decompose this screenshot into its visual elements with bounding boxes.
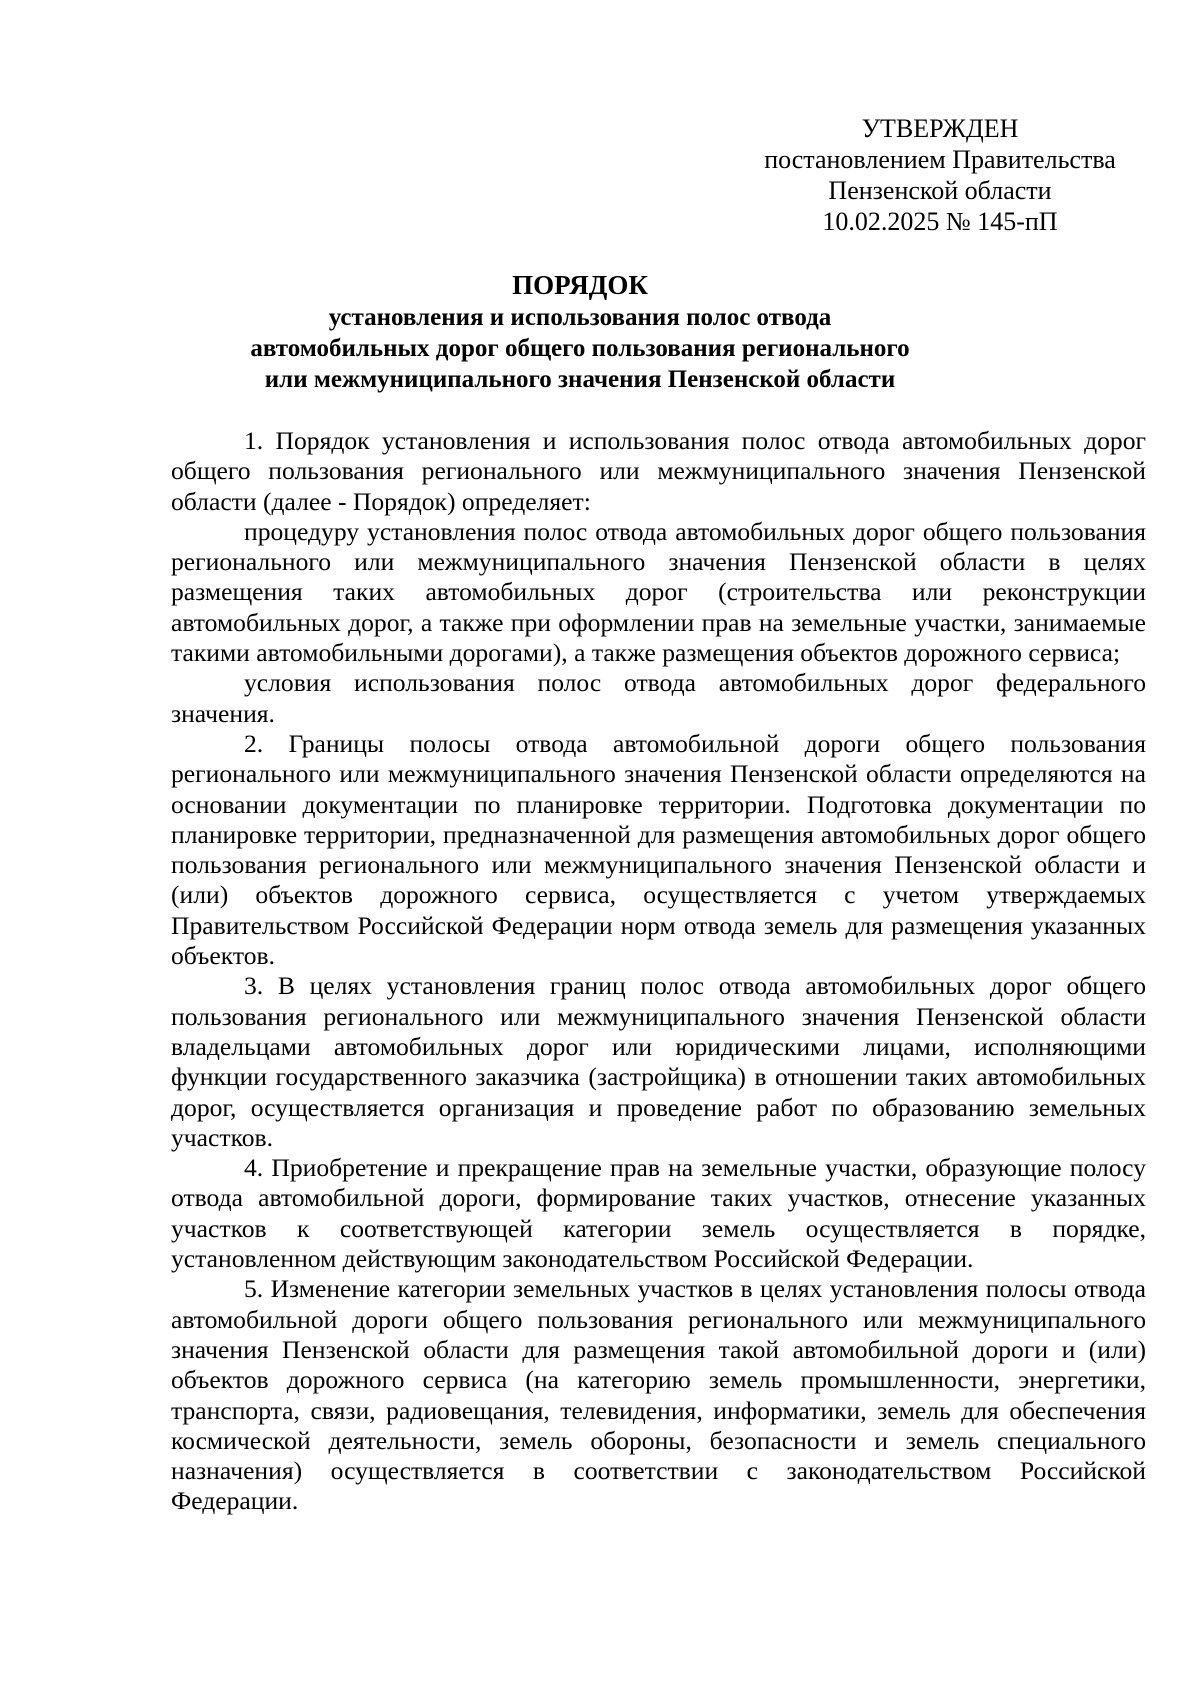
- paragraph-1-item-2: условия использования полос отвода автомобильных дорог федерального значения.: [171, 668, 1146, 728]
- paragraph-2: 2. Границы полосы отвода автомобильной дороги общего пользования регионального или межмуниципального значения Пензенской области определяются на основании документации по планировке территории. Подготовка документации по планировке территории, предназначенной для размещения автомобильных дорог общего пользования регионального или межмуниципального значения Пензенской области и (или) объектов дорожного сервиса, осуществляется с учетом утверждаемых Правительством Российской Федерации норм отвода земель для размещения указанных объектов.: [171, 728, 1146, 971]
- document-body: [171, 426, 1146, 1517]
- document-title: [150, 268, 1010, 395]
- approval-authority: постановлением Правительства: [764, 145, 1116, 174]
- paragraph-4: 4. Приобретение и прекращение прав на земельные участки, образующие полосу отвода автомобильной дороги, формирование таких участков, отнесение указанных участков к соответствующей категории земель осуществляется в порядке, установленном действующим законодательством Российской Федерации.: [171, 1153, 1146, 1274]
- paragraph-5: 5. Изменение категории земельных участков в целях установления полосы отвода автомобильной дороги общего пользования регионального или межмуниципального значения Пензенской области для размещения такой автомобильной дороги и (или) объектов дорожного сервиса (на категорию земель промышленности, энергетики, транспорта, связи, радиовещания, телевидения, информатики, земель для обеспечения космической деятельности, земель обороны, безопасности и земель специального назначения) осуществляется в соответствии с законодательством Российской Федерации.: [171, 1274, 1146, 1516]
- approval-region: Пензенской области: [828, 176, 1052, 205]
- paragraph-1-item-1: процедуру установления полос отвода автомобильных дорог общего пользования регионального или межмуниципального значения Пензенской области в целях размещения таких автомобильных дорог (строительства или реконструкции автомобильных дорог, а также при оформлении прав на земельные участки, занимаемые такими автомобильными дорогами), а также размещения объектов дорожного сервиса;: [171, 516, 1146, 668]
- title-subtitle-line-2: автомобильных дорог общего пользования регионального: [250, 335, 910, 362]
- approval-stamp: [740, 113, 1140, 237]
- title-subtitle-line-3: или межмуниципального значения Пензенской области: [264, 366, 896, 393]
- title-subtitle-line-1: установления и использования полос отвода: [328, 304, 832, 331]
- paragraph-1: 1. Порядок установления и использования полос отвода автомобильных дорог общего пользования регионального или межмуниципального значения Пензенской области (далее - Порядок) определяет:: [171, 426, 1146, 516]
- approval-date-number: 10.02.2025 № 145-пП: [822, 207, 1058, 236]
- paragraph-3: 3. В целях установления границ полос отвода автомобильных дорог общего пользования регионального или межмуниципального значения Пензенской области владельцами автомобильных дорог или юридическими лицами, исполняющими функции государственного заказчика (застройщика) в отношении таких автомобильных дорог, осуществляется организация и проведение работ по образованию земельных участков.: [171, 971, 1146, 1152]
- approval-heading: УТВЕРЖДЕН: [861, 114, 1019, 143]
- title-main: ПОРЯДОК: [512, 270, 648, 300]
